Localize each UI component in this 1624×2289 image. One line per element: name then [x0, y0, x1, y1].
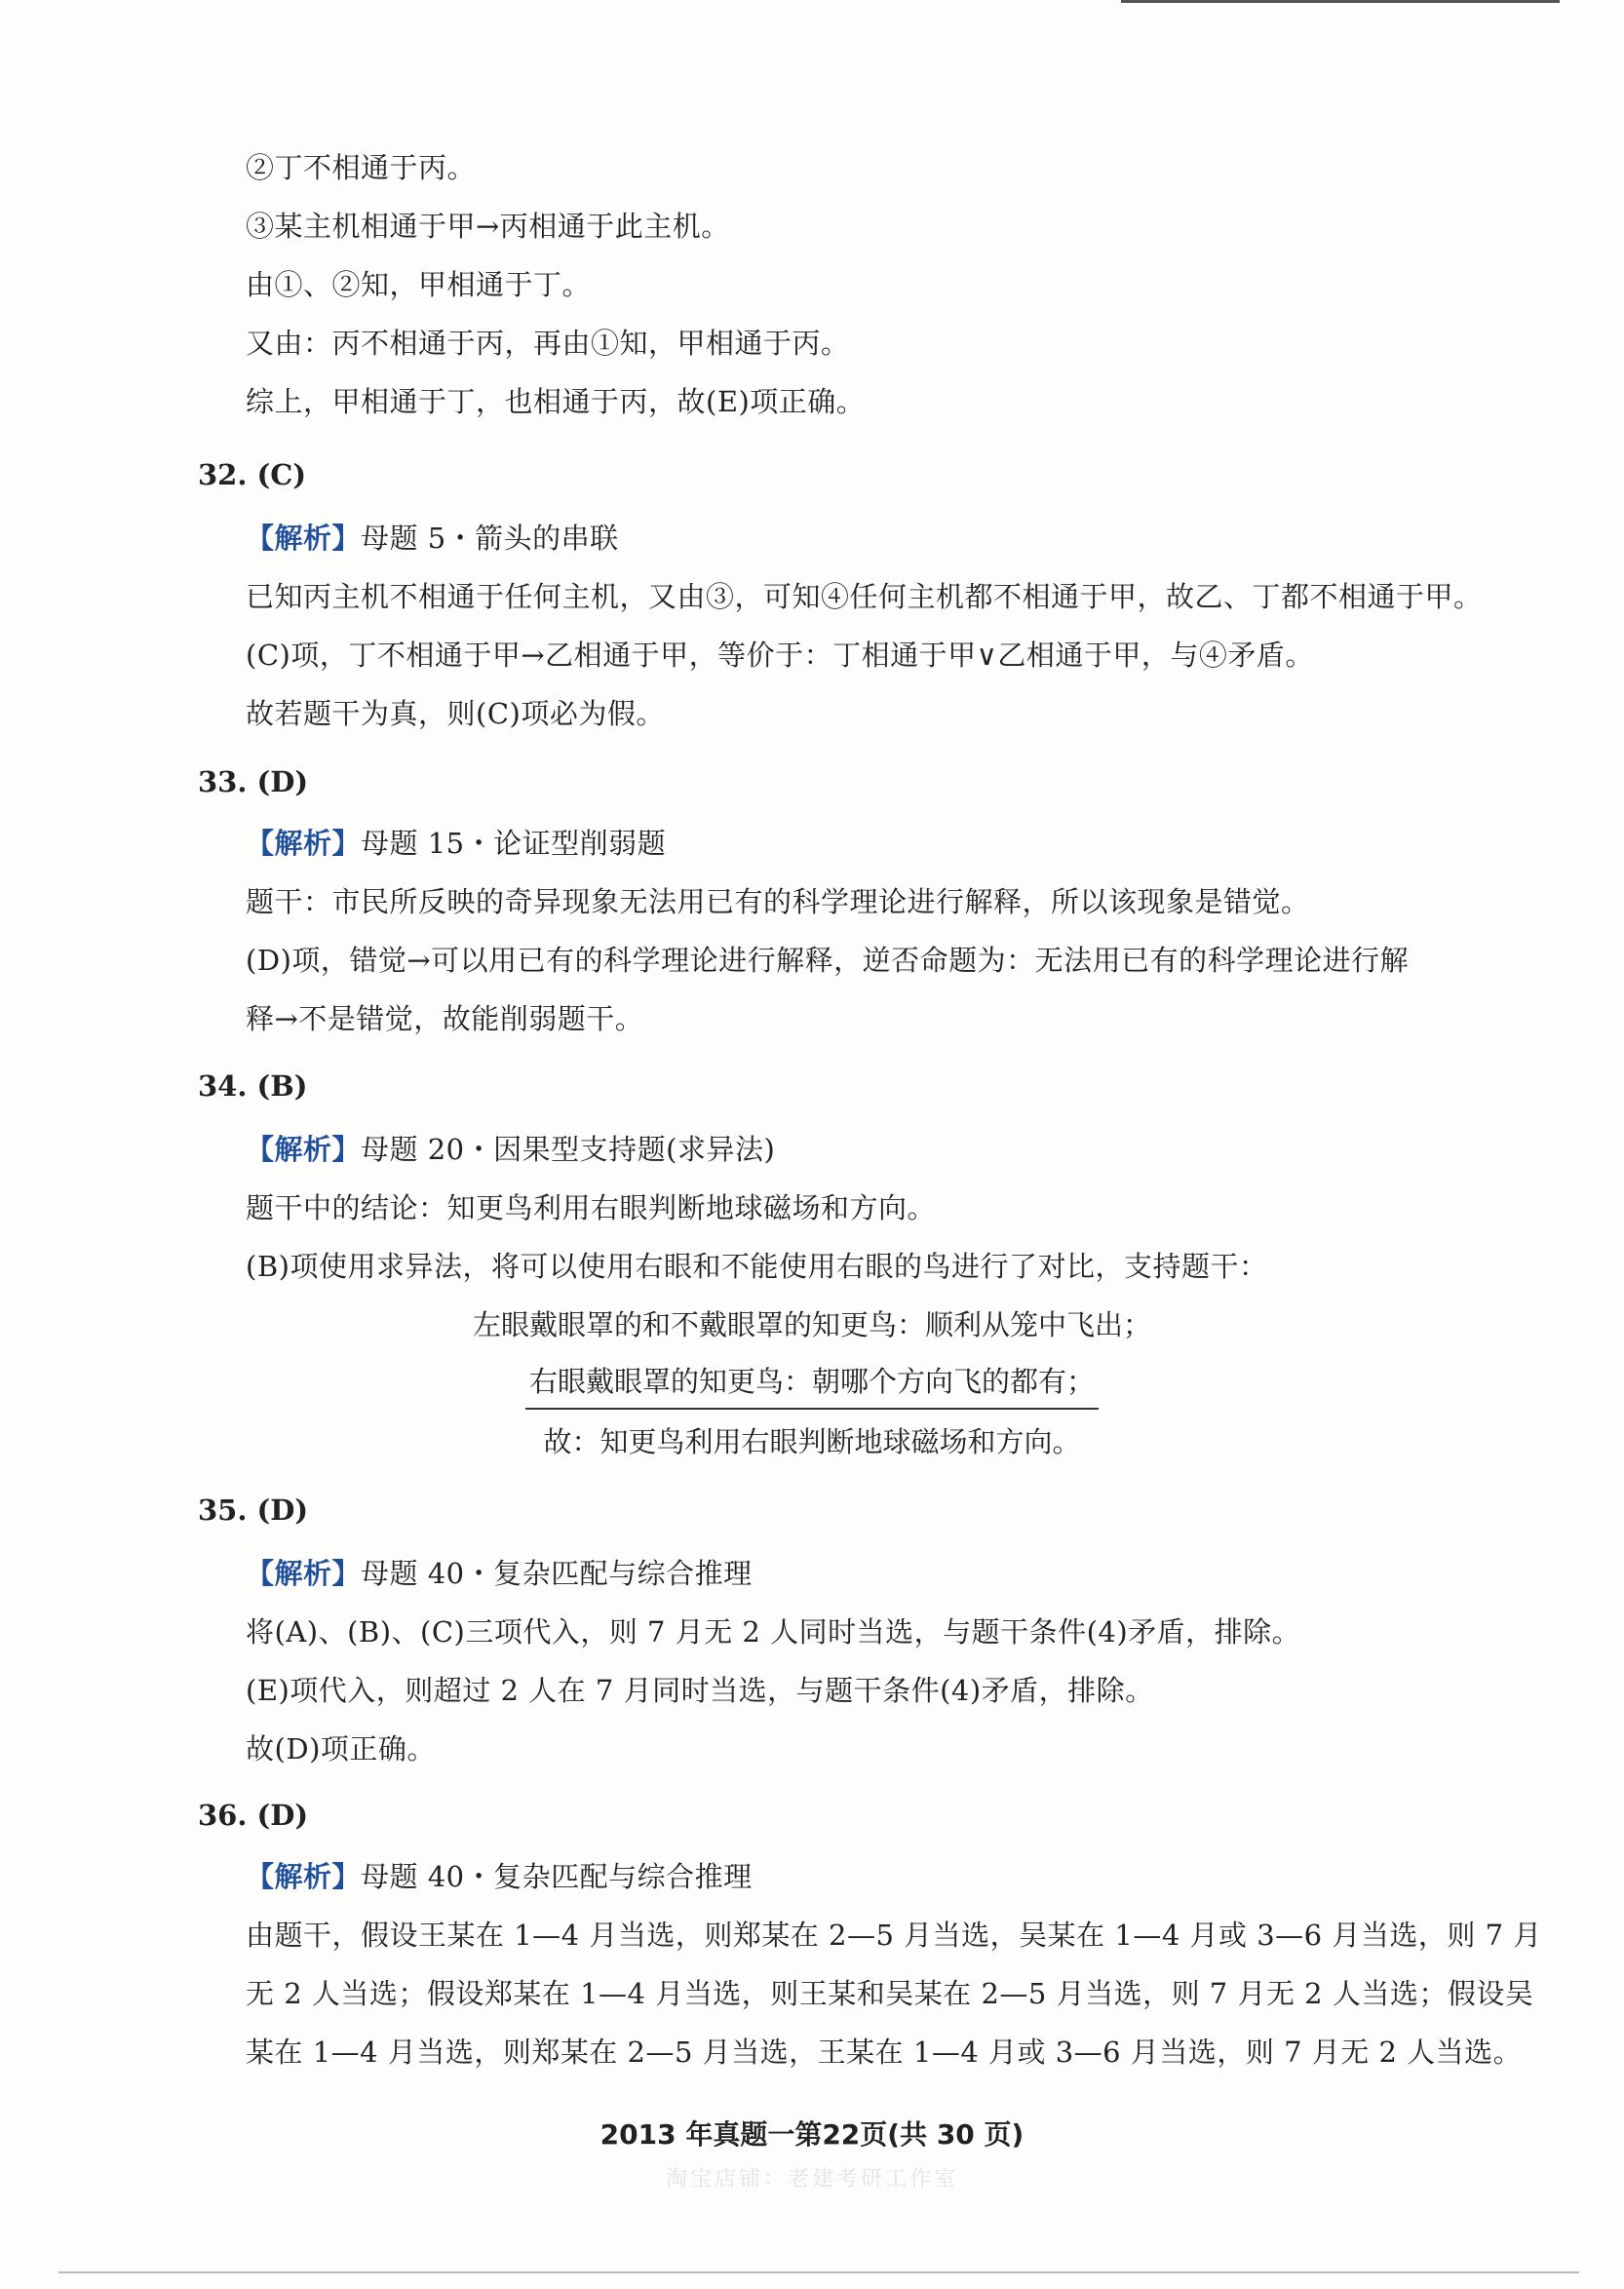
- text-line: 某在 1—4 月当选，则郑某在 2—5 月当选，王某在 1—4 月或 3—6 月当选，则 7 月无 2 人当选。: [246, 2036, 1523, 2069]
- question-number: 34. (B): [198, 1069, 308, 1103]
- text-line: 由①、②知，甲相通于丁。: [246, 268, 592, 301]
- question-number: 35. (D): [198, 1494, 309, 1527]
- argument-premise-2-wrap: [0, 1360, 1624, 1410]
- argument-conclusion: 故：知更鸟利用右眼判断地球磁场和方向。: [543, 1425, 1081, 1458]
- watermark: 淘宝店铺：老建考研工作室: [665, 2167, 958, 2192]
- text-line: (D)项，错觉→可以用已有的科学理论进行解释，逆否命题为：无法用已有的科学理论进行解: [246, 944, 1410, 977]
- question-number: 33. (D): [198, 765, 309, 798]
- topic-label: 母题 20・因果型支持题(求异法): [361, 1133, 776, 1166]
- scan-edge-bottom: [58, 2271, 1579, 2273]
- text-line: 故(D)项正确。: [246, 1732, 436, 1765]
- analysis-heading: [246, 1128, 775, 1168]
- text-line: 故若题干为真，则(C)项必为假。: [246, 697, 665, 730]
- text-line: (B)项使用求异法，将可以使用右眼和不能使用右眼的鸟进行了对比，支持题干：: [246, 1250, 1268, 1283]
- page-footer: 2013 年真题一第22页(共 30 页): [599, 2118, 1025, 2151]
- topic-label: 母题 40・复杂匹配与综合推理: [361, 1860, 753, 1893]
- topic-label: 母题 40・复杂匹配与综合推理: [361, 1557, 753, 1590]
- argument-premise-2: 右眼戴眼罩的知更鸟：朝哪个方向飞的都有；: [525, 1360, 1099, 1410]
- analysis-heading: [246, 1855, 753, 1895]
- analysis-heading: [246, 822, 666, 862]
- text-line: 题干：市民所反映的奇异现象无法用已有的科学理论进行解释，所以该现象是错觉。: [246, 885, 1310, 918]
- analysis-heading: [246, 1552, 753, 1592]
- topic-label: 母题 15・论证型削弱题: [361, 827, 667, 860]
- text-line: 又由：丙不相通于丙，再由①知，甲相通于丙。: [246, 327, 850, 360]
- text-line: (C)项，丁不相通于甲→乙相通于甲，等价于：丁相通于甲∨乙相通于甲，与④矛盾。: [246, 639, 1314, 672]
- text-line: 无 2 人当选；假设郑某在 1—4 月当选，则王某和吴某在 2—5 月当选，则 7 月无 2 人当选；假设吴: [246, 1977, 1534, 2010]
- analysis-tag: 【解析】: [246, 1860, 362, 1893]
- text-line: (E)项代入，则超过 2 人在 7 月同时当选，与题干条件(4)矛盾，排除。: [246, 1674, 1154, 1707]
- question-number: 36. (D): [198, 1799, 309, 1832]
- question-number: 32. (C): [198, 458, 307, 491]
- text-line: ③某主机相通于甲→丙相通于此主机。: [246, 210, 730, 243]
- text-line: 题干中的结论：知更鸟利用右眼判断地球磁场和方向。: [246, 1191, 937, 1224]
- scan-edge-top: [1121, 0, 1560, 3]
- text-line: 综上，甲相通于丁，也相通于丙，故(E)项正确。: [246, 385, 866, 418]
- analysis-tag: 【解析】: [246, 522, 362, 555]
- text-line: 将(A)、(B)、(C)三项代入，则 7 月无 2 人同时当选，与题干条件(4)矛盾，排除。: [246, 1615, 1301, 1649]
- text-line: 已知丙主机不相通于任何主机，又由③，可知④任何主机都不相通于甲，故乙、丁都不相通于甲。: [246, 580, 1483, 613]
- analysis-heading: [246, 517, 619, 557]
- text-line: ②丁不相通于丙。: [246, 151, 477, 184]
- analysis-tag: 【解析】: [246, 1557, 362, 1590]
- text-line: 释→不是错觉，故能削弱题干。: [246, 1002, 644, 1035]
- text-line: 由题干，假设王某在 1—4 月当选，则郑某在 2—5 月当选，吴某在 1—4 月或 3—6 月当选，则 7 月: [246, 1919, 1542, 1952]
- analysis-tag: 【解析】: [246, 827, 362, 860]
- analysis-tag: 【解析】: [246, 1133, 362, 1166]
- argument-premise-1: 左眼戴眼罩的和不戴眼罩的知更鸟：顺利从笼中飞出；: [472, 1308, 1151, 1341]
- topic-label: 母题 5・箭头的串联: [361, 522, 619, 555]
